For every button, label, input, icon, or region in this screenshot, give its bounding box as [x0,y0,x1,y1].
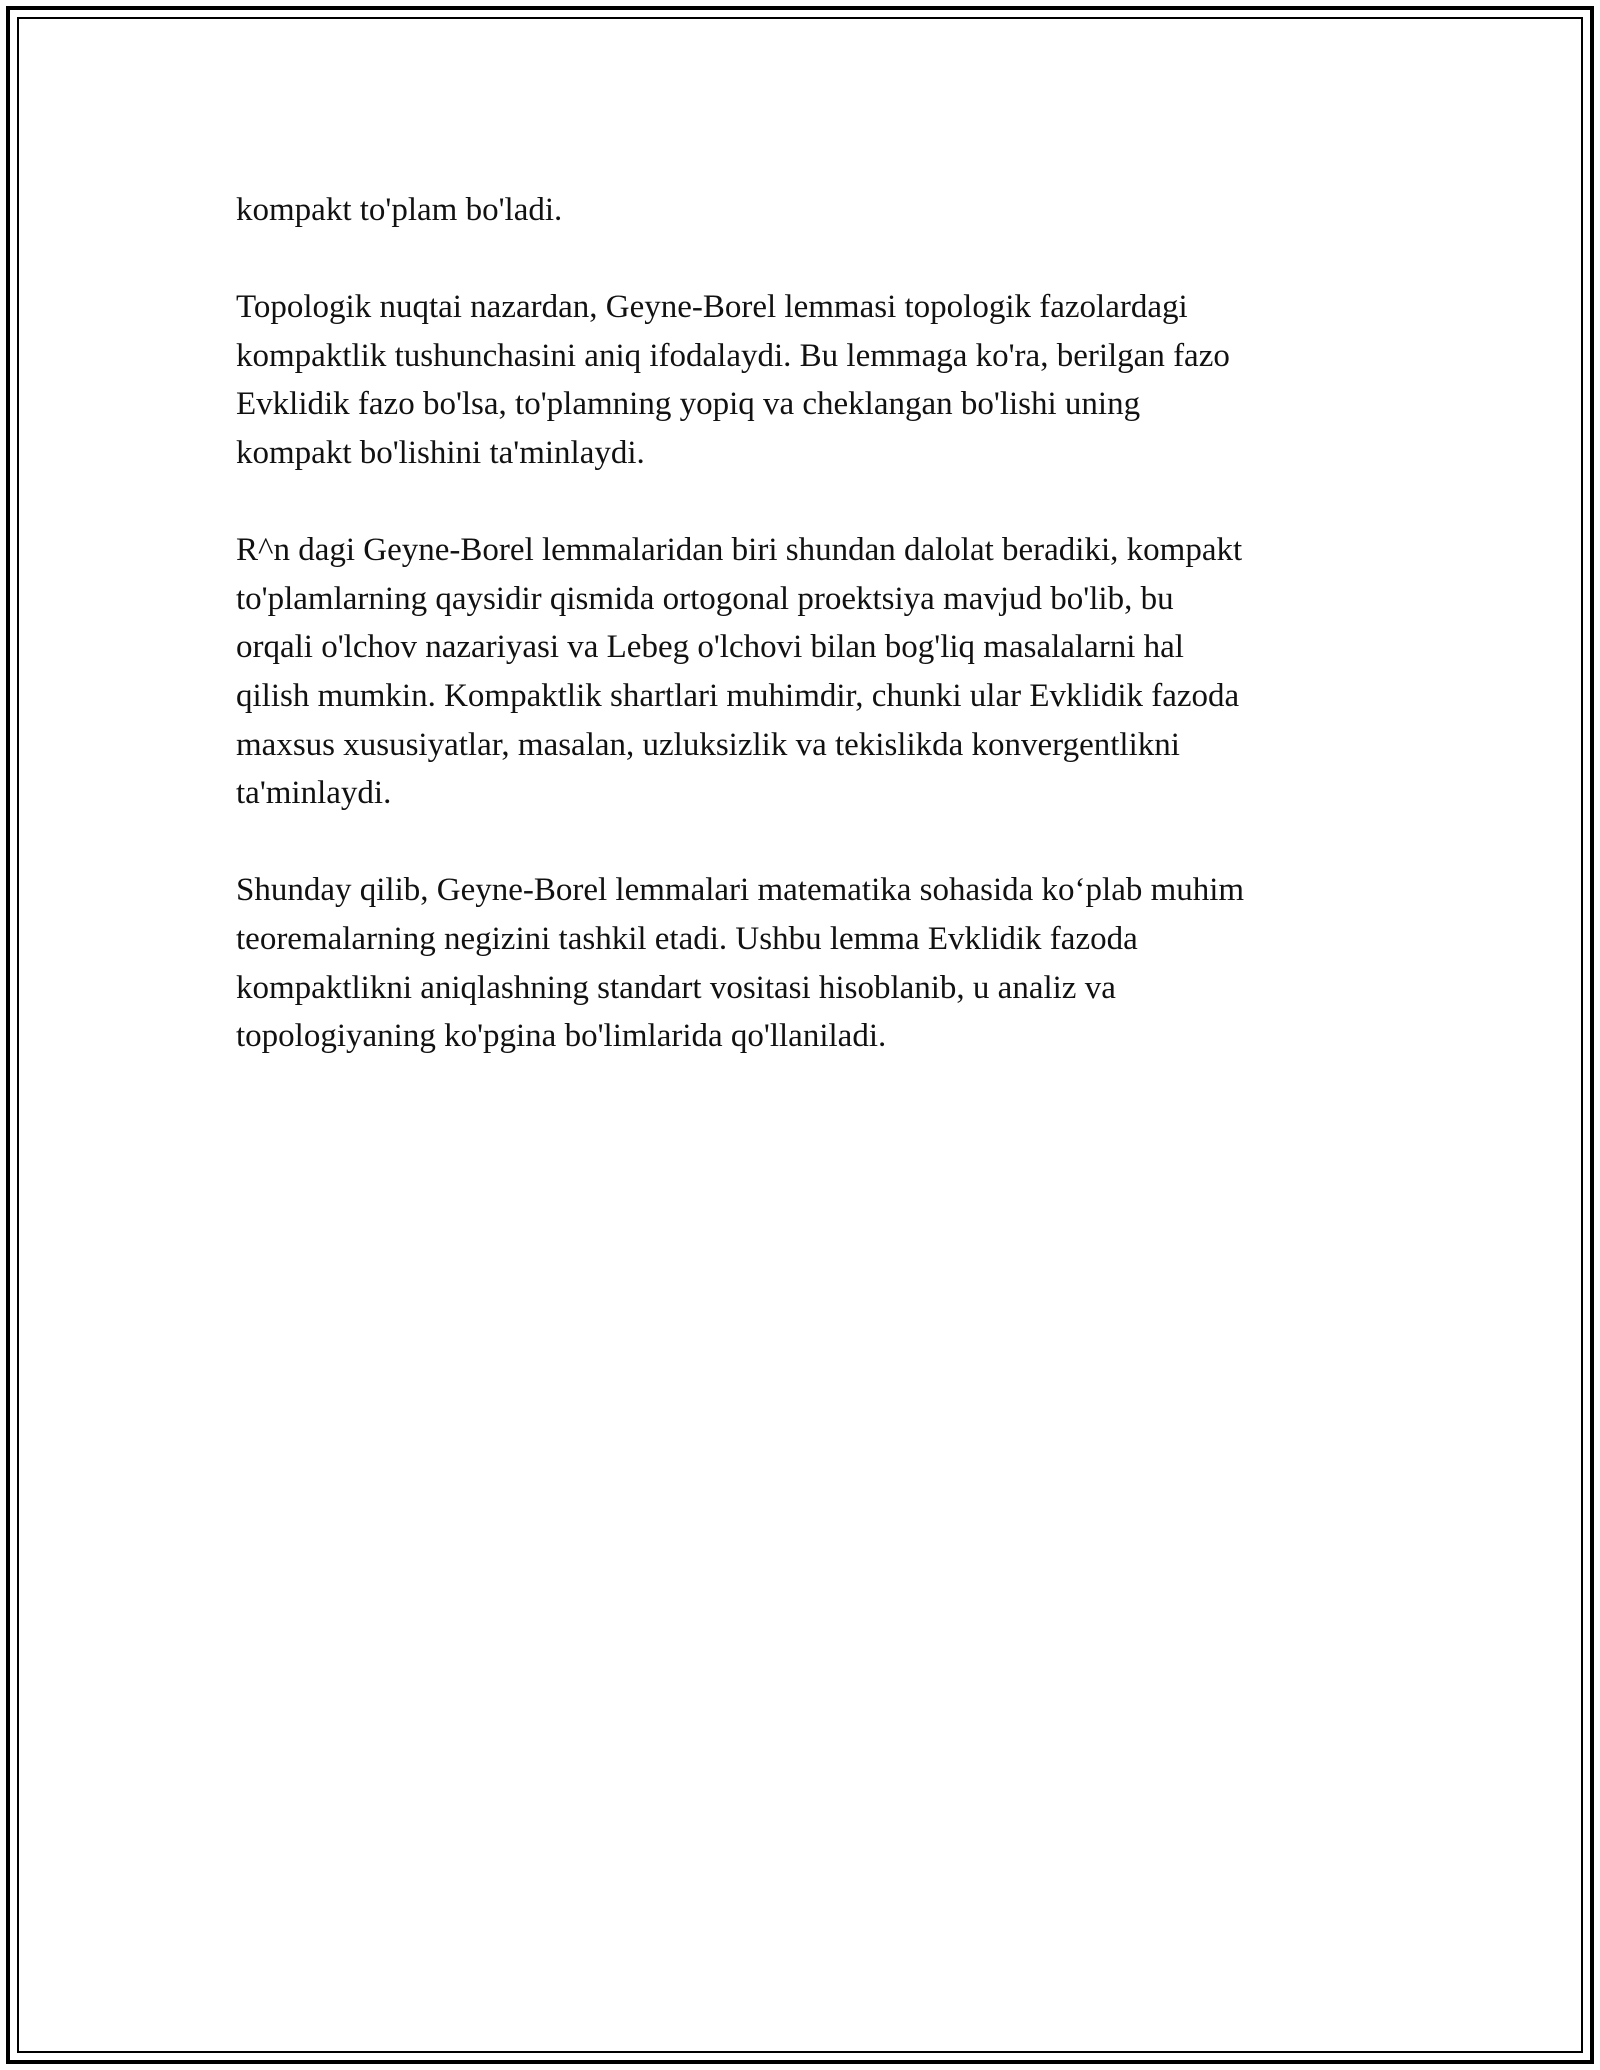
document-body [236,186,1366,1109]
paragraph-1: kompakt to'plam bo'ladi. [236,192,563,228]
paragraph-2: Topologik nuqtai nazardan, Geyne-Borel lemmasi topologik fazolardagi kompaktlik tushunchasini aniq ifodalaydi. Bu lemmaga ko'ra, berilgan fazo Evklidik fazo bo'lsa, to'plamning yopiq va cheklangan bo'lishi uning kompakt bo'lishini ta'minlaydi. [236,289,1230,471]
paragraph-3: R^n dagi Geyne-Borel lemmalaridan biri shundan dalolat beradiki, kompakt to'plamlarning qaysidir qismida ortogonal proektsiya mavjud bo'lib, bu orqali o'lchov nazariyasi va Lebeg o'lchovi bilan bog'liq masalalarni hal qilish mumkin. Kompaktlik shartlari muhimdir, chunki ular Evklidik fazoda maxsus xususiyatlar, masalan, uzluksizlik va tekislikda konvergentlikni ta'minlaydi. [236,532,1243,812]
paragraph-4: Shunday qilib, Geyne-Borel lemmalari matematika sohasida ko‘plab muhim teoremalarning negizini tashkil etadi. Ushbu lemma Evklidik fazoda kompaktlikni aniqlashning standart vositasi hisoblanib, u analiz va topologiyaning ko'pgina bo'limlarida qo'llaniladi. [236,872,1245,1055]
